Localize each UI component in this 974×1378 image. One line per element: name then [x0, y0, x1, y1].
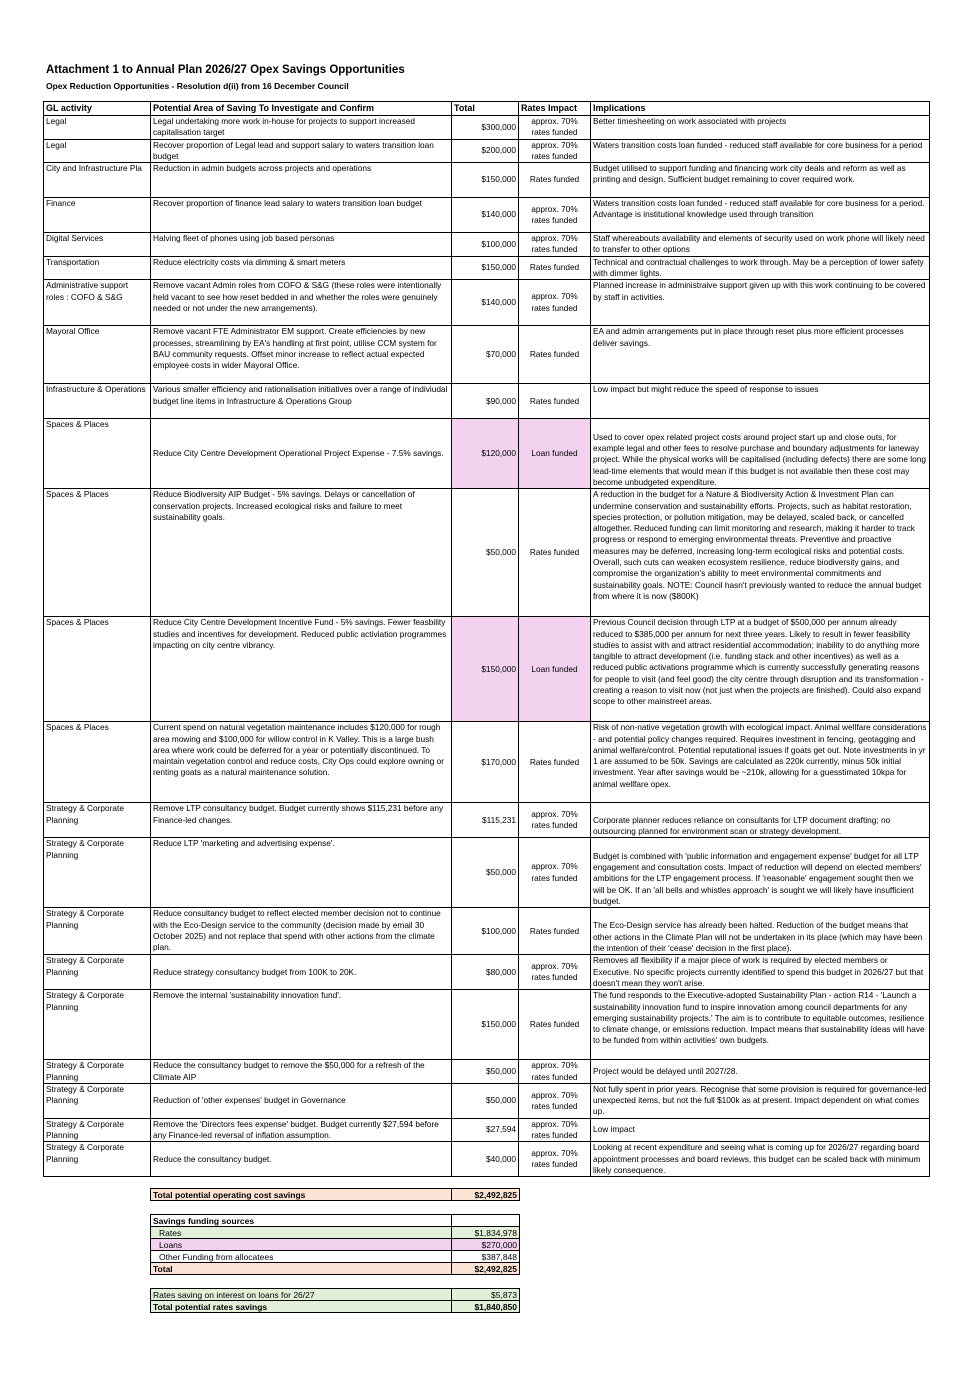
gl-activity-cell: Transportation: [44, 256, 151, 280]
header-saving-area: Potential Area of Saving To Investigate and Confirm: [151, 102, 452, 116]
saving-cell: Reduce Biodiversity AIP Budget - 5% savings. Delays or cancellation of conservation projects. Increased ecological risks and failure to meet sustainability goals.: [151, 489, 452, 617]
table-row: [44, 139, 930, 163]
gl-activity-cell: Strategy & Corporate Planning: [44, 1118, 151, 1142]
implications-cell: EA and admin arrangements put in place through reset plus more efficient processes deliver savings.: [591, 326, 930, 384]
other-source-value: $387,848: [452, 1251, 520, 1263]
implications-cell: Better timesheeting on work associated with projects: [591, 116, 930, 140]
implications-cell: Waters transition costs loan funded - reduced staff available for core business for a period: [591, 139, 930, 163]
gl-activity-cell: Strategy & Corporate Planning: [44, 908, 151, 955]
implications-cell: Previous Council decision through LTP at a budget of $500,000 per annum already reduced to $385,000 per annum for next three years. Likely to result in fewer feasibility studies to assist with and attract residential accommodation; inability to do anything more tangible to attract development (i.e. funding stack and other incentives) as well as a reduced public activations programme which is currently successfully generating reasons for people to visit (and feel good) the city centre through disruption and its transformation - creating a reason to visit now (not just when the projects are finished). Could also expand scope to other mainstreet areas.: [591, 617, 930, 722]
rates-impact-cell: approx. 70% rates funded: [519, 198, 591, 233]
saving-cell: Reduction of 'other expenses' budget in Governance: [151, 1083, 452, 1118]
saving-cell: Recover proportion of Legal lead and support salary to waters transition loan budget: [151, 139, 452, 163]
implications-cell: Removes all flexibility if a major piece of work is required by elected members or Executive. No specific projects currently identified to spend this budget in 2026/27 but that doesn't mean they won't arise.: [591, 955, 930, 990]
interest-saving-value: $5,873: [452, 1289, 520, 1301]
rates-impact-cell: approx. 70% rates funded: [519, 1060, 591, 1084]
implications-cell: Staff whereabouts availability and elements of security used on work phone will likely need to transfer to other options: [591, 233, 930, 257]
implications-cell: The Eco-Design service has already been halted. Reduction of the budget means that other actions in the Climate Plan will not be undertaken in its place (which may have been the intention of their 'cease' decision in the first place).: [591, 908, 930, 955]
rates-impact-cell: approx. 70% rates funded: [519, 280, 591, 326]
rates-impact-cell: approx. 70% rates funded: [519, 139, 591, 163]
implications-cell: Budget utilised to support funding and financing work city deals and reform as well as printing and design. Sufficient budget remaining to cover required work.: [591, 163, 930, 198]
rates-savings-label: Total potential rates savings: [151, 1301, 452, 1313]
saving-cell: Reduce City Centre Development Incentive Fund - 5% savings. Fewer feasbility studies and incentives for development. Reduced public activiation programmes impacting on city centre vibrancy.: [151, 617, 452, 722]
loans-source-label: Loans: [151, 1239, 452, 1251]
gl-activity-cell: Strategy & Corporate Planning: [44, 990, 151, 1060]
saving-cell: Various smaller efficiency and rationalisation initiatives over a range of indiviudal budget line items in Infrastructure & Operations Group: [151, 384, 452, 419]
gl-activity-cell: Spaces & Places: [44, 489, 151, 617]
header-gl-activity: GL activity: [44, 102, 151, 116]
rates-savings-value: $1,840,850: [452, 1301, 520, 1313]
gl-activity-cell: Spaces & Places: [44, 419, 151, 489]
total-cell: $170,000: [452, 722, 519, 803]
total-cell: $50,000: [452, 1083, 519, 1118]
saving-cell: Remove vacant Admin roles from COFO & S&G (these roles were intentionally held vacant to see how reset bedded in and whether the roles were genuinely needed or not under the new arrangements).: [151, 280, 452, 326]
saving-cell: Reduce LTP 'marketing and advertising expense'.: [151, 838, 452, 908]
total-cell: $150,000: [452, 256, 519, 280]
implications-cell: Low impact but might reduce the speed of response to issues: [591, 384, 930, 419]
implications-cell: Looking at recent expenditure and seeing what is coming up for 2026/27 regarding board appointment processes and board reviews, this budget can be scaled back with minimum likely consequence.: [591, 1142, 930, 1177]
saving-cell: Reduce electricity costs via dimming & smart meters: [151, 256, 452, 280]
table-row: [44, 116, 930, 140]
table-row: [44, 233, 930, 257]
total-cell: $300,000: [452, 116, 519, 140]
total-cell: $120,000: [452, 419, 519, 489]
total-cell: $27,594: [452, 1118, 519, 1142]
rates-source-label: Rates: [151, 1227, 452, 1239]
table-row: [44, 803, 930, 838]
total-cell: $150,000: [452, 617, 519, 722]
sources-total-row: [151, 1263, 520, 1275]
rates-impact-cell: Rates funded: [519, 326, 591, 384]
total-cell: $50,000: [452, 489, 519, 617]
implications-cell: The fund responds to the Executive-adopted Sustainability Plan - action R14 - 'Launch a sustainability innovation fund to inspire innovation among council departments for any emerging sustainability projects.' The aim is to contribute to equitable outcomes, resilience to climate change, or emissions reduction. Impact means that sustainability ideas will have to be funded from within activities' own budgets.: [591, 990, 930, 1060]
rates-impact-cell: approx. 70% rates funded: [519, 1142, 591, 1177]
page-subtitle: Opex Reduction Opportunities - Resolution d(ii) from 16 December Council: [46, 81, 349, 91]
other-source-label: Other Funding from allocatees: [151, 1251, 452, 1263]
table-header-row: [44, 102, 930, 116]
implications-cell: Waters transition costs loan funded - reduced staff available for core business for a period. Advantage is institutional knowledge used through transition: [591, 198, 930, 233]
rates-source-row: [151, 1227, 520, 1239]
gl-activity-cell: Spaces & Places: [44, 617, 151, 722]
sources-total-value: $2,492,825: [452, 1263, 520, 1275]
gl-activity-cell: Legal: [44, 139, 151, 163]
total-cell: $140,000: [452, 280, 519, 326]
total-cell: $50,000: [452, 1060, 519, 1084]
table-row: [44, 198, 930, 233]
total-cell: $150,000: [452, 163, 519, 198]
total-cell: $200,000: [452, 139, 519, 163]
rates-impact-cell: Loan funded: [519, 419, 591, 489]
funding-sources-heading-row: [151, 1215, 520, 1227]
saving-cell: Reduce the consultancy budget to remove the $50,000 for a refresh of the Climate AIP: [151, 1060, 452, 1084]
implications-cell: Corporate planner reduces reliance on consultants for LTP document drafting; no outsourcing planned for environment scan or strategy development.: [591, 803, 930, 838]
gl-activity-cell: Strategy & Corporate Planning: [44, 838, 151, 908]
total-cell: $115,231: [452, 803, 519, 838]
saving-cell: Reduce consultancy budget to reflect elected member decision not to continue with the Eco-Design service to the community (decision made by email 30 October 2025) and not replace that spend with other actions from the climate plan.: [151, 908, 452, 955]
total-cell: $70,000: [452, 326, 519, 384]
rates-source-value: $1,834,978: [452, 1227, 520, 1239]
implications-cell: Technical and contractual challenges to work through. May be a perception of lower safety with dimmer lights.: [591, 256, 930, 280]
saving-cell: Reduction in admin budgets across projects and operations: [151, 163, 452, 198]
total-savings-label: Total potential operating cost savings: [151, 1189, 452, 1201]
total-cell: $150,000: [452, 990, 519, 1060]
interest-saving-row: [151, 1289, 520, 1301]
total-savings-row: [151, 1189, 520, 1201]
rates-impact-cell: Rates funded: [519, 908, 591, 955]
gl-activity-cell: Strategy & Corporate Planning: [44, 1142, 151, 1177]
saving-cell: Remove LTP consultancy budget. Budget currently shows $115,231 before any Finance-led changes.: [151, 803, 452, 838]
implications-cell: Used to cover opex related project costs around project start up and close outs, for example legal and other fees to resolve purchase and boundary adjustments for laneway project. While the physical works will be capitalised (including defects) there are some long lead-time elements that would mean if this budget is not available then these cost may become unbudgeted expenditure.: [591, 419, 930, 489]
interest-saving-label: Rates saving on interest on loans for 26/27: [151, 1289, 452, 1301]
saving-cell: Remove the 'Directors fees expense' budget. Budget currently $27,594 before any Finance-led reversal of inflation assumption.: [151, 1118, 452, 1142]
header-rates-impact: Rates Impact: [519, 102, 591, 116]
saving-cell: Halving fleet of phones using job based personas: [151, 233, 452, 257]
table-row: [44, 384, 930, 419]
saving-cell: Remove the internal 'sustainability innovation fund'.: [151, 990, 452, 1060]
implications-cell: Low impact: [591, 1118, 930, 1142]
table-row: [44, 489, 930, 617]
rates-impact-cell: approx. 70% rates funded: [519, 955, 591, 990]
savings-table: [43, 101, 930, 1177]
total-cell: $50,000: [452, 838, 519, 908]
saving-cell: Remove vacant FTE Administrator EM support. Create efficiencies by new processes, streamlining by EA's handling at first point, utilise CCM system for BAU community requests. Offset minor increase to reflect actual expected employee costs in wider Mayoral Office.: [151, 326, 452, 384]
table-row: [44, 617, 930, 722]
rates-impact-cell: approx. 70% rates funded: [519, 803, 591, 838]
implications-cell: Planned increase in administraive support given up with this work continuing to be covered by staff in activities.: [591, 280, 930, 326]
table-row: [44, 722, 930, 803]
page-title: Attachment 1 to Annual Plan 2026/27 Opex Savings Opportunities: [46, 64, 405, 76]
implications-cell: Not fully spent in prior years. Recognise that some provision is required for governance-led unexpected items, but not the full $100k as at present. Impact dependent on what comes up.: [591, 1083, 930, 1118]
table-row: [44, 955, 930, 990]
total-cell: $90,000: [452, 384, 519, 419]
total-cell: $140,000: [452, 198, 519, 233]
table-row: [44, 280, 930, 326]
table-row: [44, 908, 930, 955]
funding-sources-heading: Savings funding sources: [151, 1215, 452, 1227]
total-cell: $80,000: [452, 955, 519, 990]
gl-activity-cell: Spaces & Places: [44, 722, 151, 803]
table-row: [44, 419, 930, 489]
rates-impact-cell: approx. 70% rates funded: [519, 1083, 591, 1118]
table-row: [44, 163, 930, 198]
rates-impact-cell: approx. 70% rates funded: [519, 116, 591, 140]
rates-impact-cell: Rates funded: [519, 722, 591, 803]
gl-activity-cell: Mayoral Office: [44, 326, 151, 384]
rates-impact-cell: approx. 70% rates funded: [519, 838, 591, 908]
implications-cell: A reduction in the budget for a Nature & Biodiversity Action & Investment Plan can undermine conservation and sustainability efforts. Projects, such as habitat restoration, species protection, or pollution mitigation, may be delayed, scaled back, or cancelled altogether. Reduced funding can limit monitoring and research, making it harder to track progress or respond to emerging environmental threats. Preventive and proactive measures may be deferred, increasing long-term ecological risks and potential costs. Overall, such cuts can weaken ecosystem resilience, reduce biodiversity gains, and compromise the organization’s ability to meet environmental commitments and sustainability goals. NOTE: Council hasn't previously wanted to reduce the annual budget from where it is now ($800K): [591, 489, 930, 617]
gl-activity-cell: Strategy & Corporate Planning: [44, 1083, 151, 1118]
rates-impact-cell: Rates funded: [519, 384, 591, 419]
total-savings-value: $2,492,825: [452, 1189, 520, 1201]
saving-cell: Recover proportion of finance lead salary to waters transition loan budget: [151, 198, 452, 233]
implications-cell: Risk of non-native vegetation growth with ecological impact. Animal wellfare considerations - and potential policy changes required. Requires investment in fencing, geotagging and animal welfare/control. Potential reputational issues if goats get out. Note investments in yr 1 are assumed to be 50k. Savings are calculated as 220k currently, minus 50k initial investment. Year after savings would be ~210k, allowing for a guesstimated 10kpa for animal wellfare opex.: [591, 722, 930, 803]
gl-activity-cell: Infrastructure & Operations: [44, 384, 151, 419]
saving-cell: Current spend on natural vegetation maintenance includes $120,000 for rough area mowing and $100,000 for willow control in K Valley. This is a large bush area where work could be deferred for a year or potentially discontinued. To maintain vegetation control and reduce costs, City Ops could explore owning or renting goats as a natural maintenance solution.: [151, 722, 452, 803]
saving-cell: Reduce City Centre Development Operational Project Expense - 7.5% savings.: [151, 419, 452, 489]
table-row: [44, 1083, 930, 1118]
saving-cell: Reduce strategy consultancy budget from 100K to 20K.: [151, 955, 452, 990]
savings-summary-table: [150, 1188, 520, 1313]
rates-impact-cell: approx. 70% rates funded: [519, 233, 591, 257]
rates-impact-cell: Rates funded: [519, 163, 591, 198]
rates-impact-cell: Loan funded: [519, 617, 591, 722]
table-row: [44, 990, 930, 1060]
gl-activity-cell: City and Infrastructure Pla: [44, 163, 151, 198]
other-source-row: [151, 1251, 520, 1263]
gl-activity-cell: Strategy & Corporate Planning: [44, 803, 151, 838]
gl-activity-cell: Digital Services: [44, 233, 151, 257]
rates-impact-cell: Rates funded: [519, 256, 591, 280]
table-row: [44, 1060, 930, 1084]
rates-impact-cell: Rates funded: [519, 489, 591, 617]
saving-cell: Reduce the consultancy budget.: [151, 1142, 452, 1177]
saving-cell: Legal undertaking more work in-house for projects to support increased capitalisation target: [151, 116, 452, 140]
gl-activity-cell: Legal: [44, 116, 151, 140]
table-row: [44, 256, 930, 280]
total-cell: $40,000: [452, 1142, 519, 1177]
gl-activity-cell: Administrative support roles : COFO & S&G: [44, 280, 151, 326]
sources-total-label: Total: [151, 1263, 452, 1275]
table-row: [44, 1118, 930, 1142]
table-row: [44, 838, 930, 908]
loans-source-row: [151, 1239, 520, 1251]
loans-source-value: $270,000: [452, 1239, 520, 1251]
rates-savings-row: [151, 1301, 520, 1313]
gl-activity-cell: Finance: [44, 198, 151, 233]
total-cell: $100,000: [452, 233, 519, 257]
implications-cell: Project would be delayed until 2027/28.: [591, 1060, 930, 1084]
header-total: Total: [452, 102, 519, 116]
implications-cell: Budget is combined with 'public information and engagement expense' budget for all LTP engagement and consultation costs. Impact of reduction will depend on elected members' ambitions for the LTP engagement process. If 'reasonable' engagement sought then we will be OK. If an 'all bells and whistles approach' is sought we will likely have insufficient budget.: [591, 838, 930, 908]
total-cell: $100,000: [452, 908, 519, 955]
table-row: [44, 326, 930, 384]
rates-impact-cell: approx. 70% rates funded: [519, 1118, 591, 1142]
gl-activity-cell: Strategy & Corporate Planning: [44, 955, 151, 990]
gl-activity-cell: Strategy & Corporate Planning: [44, 1060, 151, 1084]
rates-impact-cell: Rates funded: [519, 990, 591, 1060]
table-row: [44, 1142, 930, 1177]
header-implications: Implications: [591, 102, 930, 116]
